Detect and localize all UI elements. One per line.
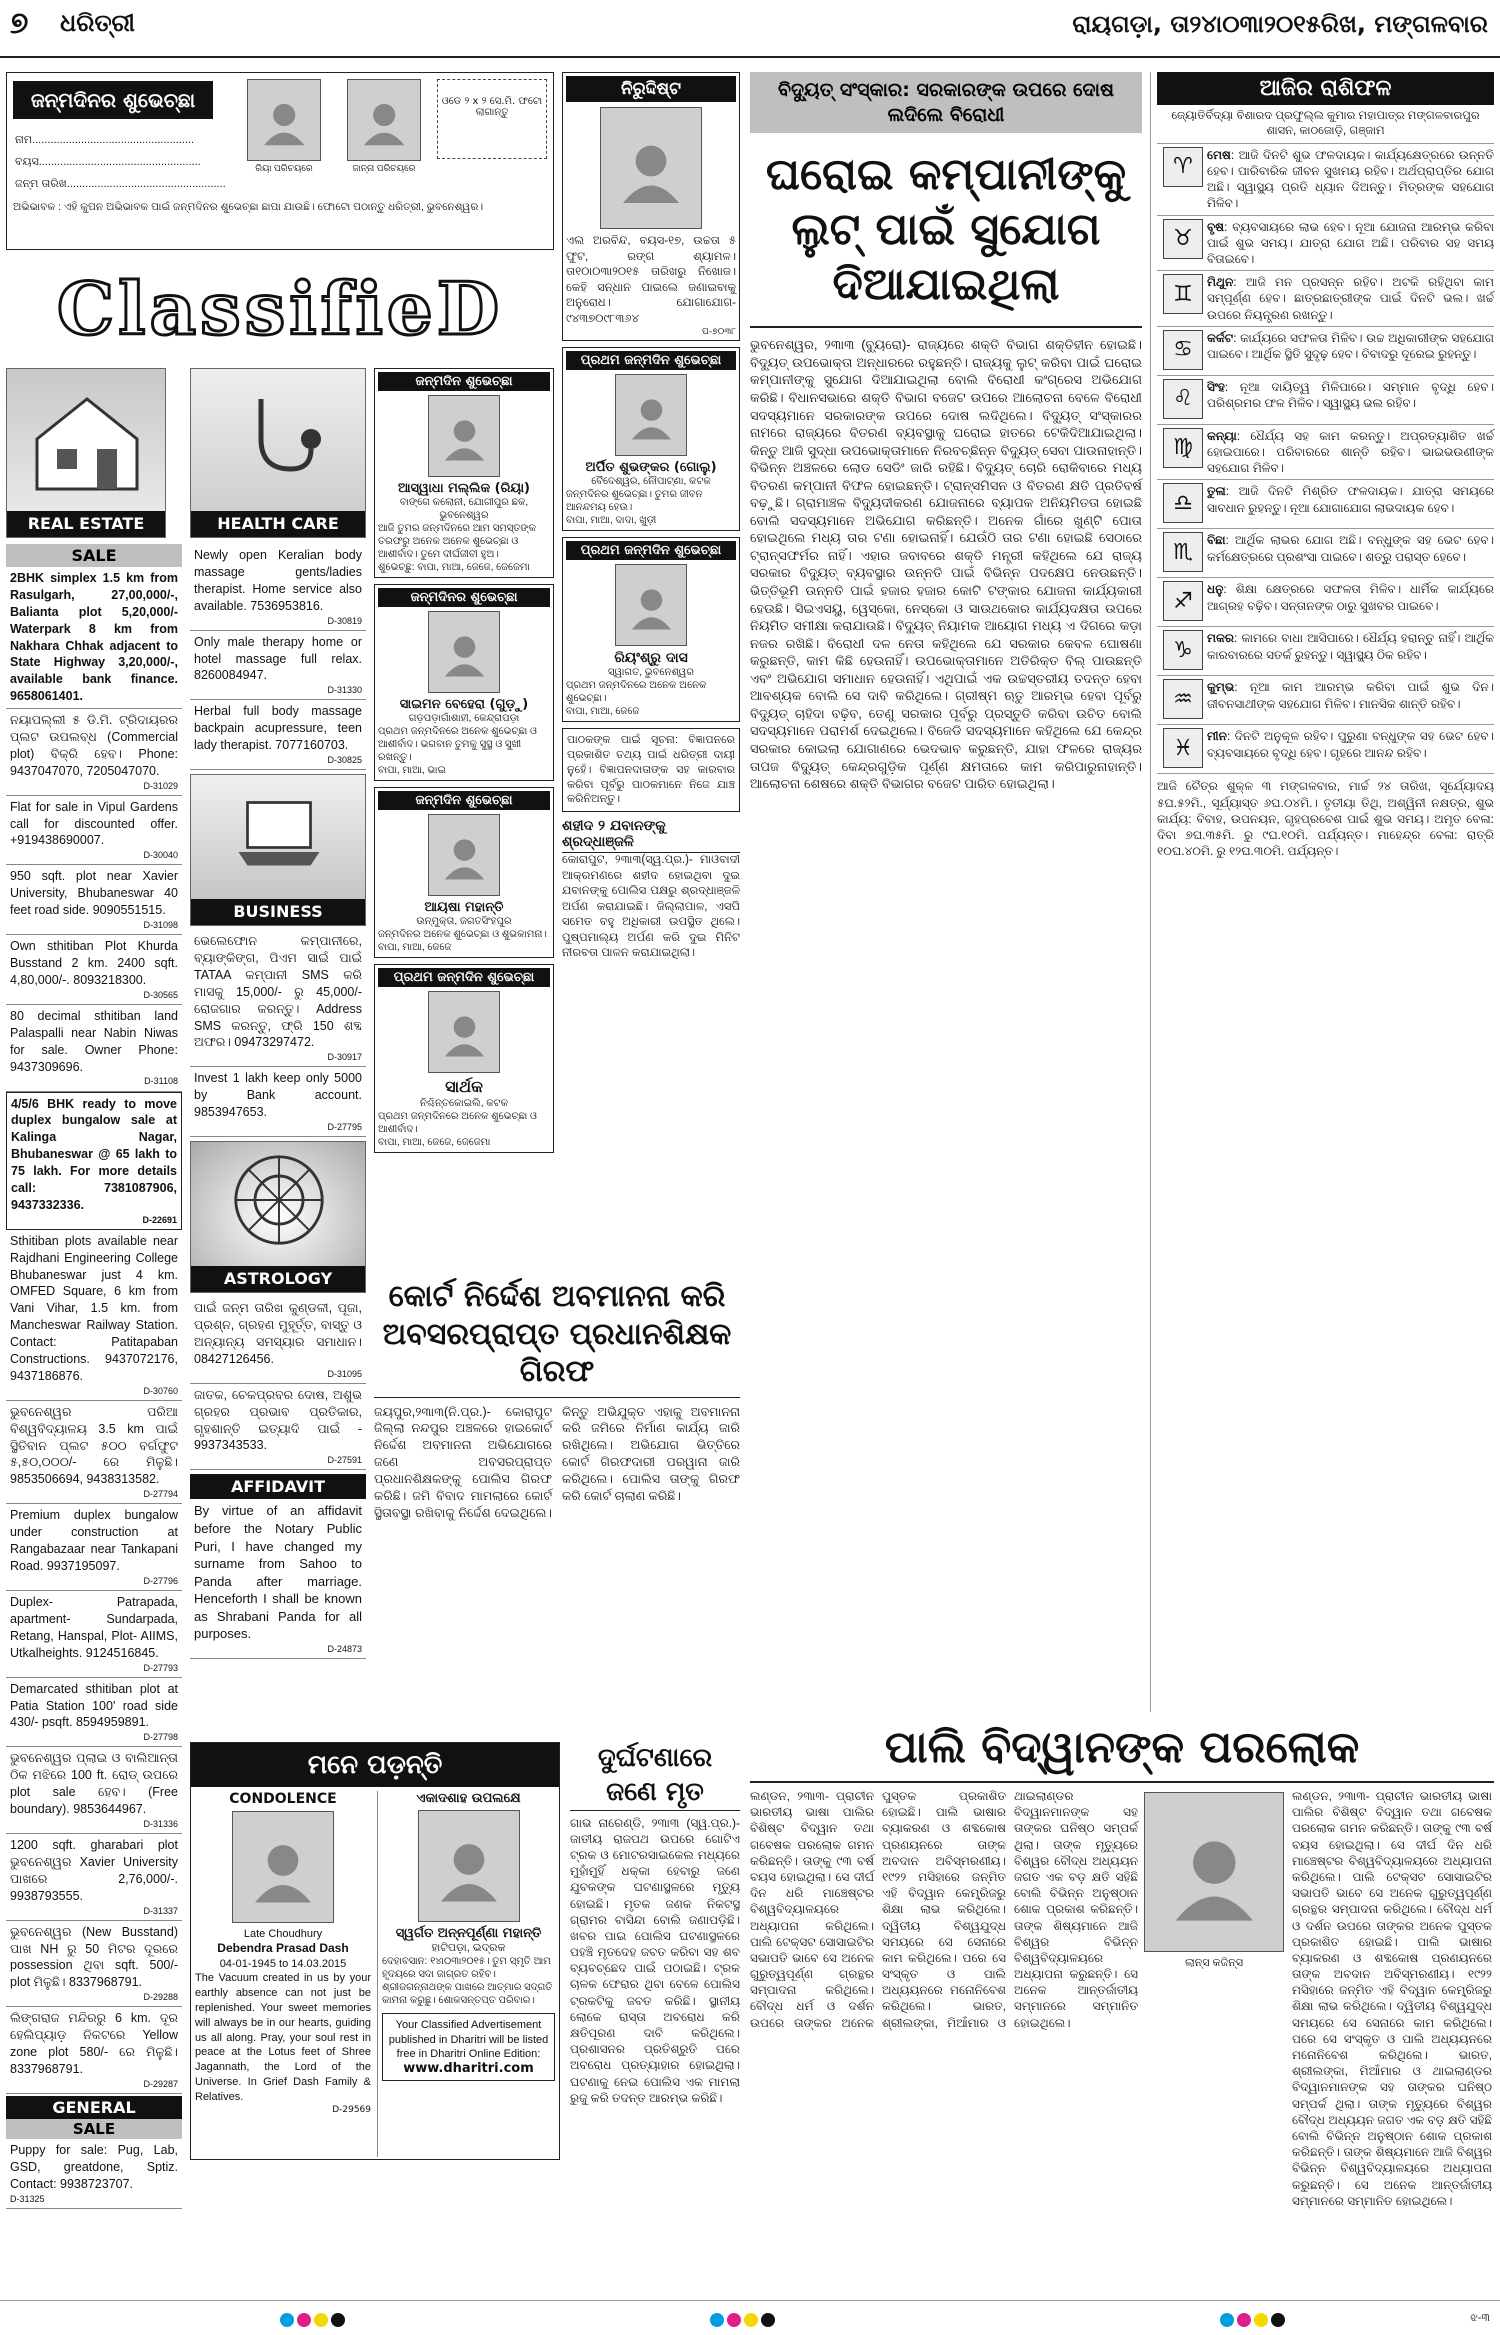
classified-banner: [6, 258, 554, 358]
page-number: ୭: [10, 6, 29, 41]
coupon-field-dob[interactable]: ଜନ୍ମ ତାରିଖ....................................................: [15, 178, 226, 190]
lead-story: [750, 72, 1142, 1712]
stethoscope-icon: [231, 384, 331, 494]
swatch-black: [331, 2313, 345, 2327]
condolence-message: The Vacuum created in us by your earthly absence can not just be replenished. Your sweet memories will always be in our hearts, guiding us all along. Pray, your soul rest in peace at the Lotus feet of Shree Jagannath, the Lord of the Universe. In Grief Dash Family & Relatives.: [195, 1972, 371, 2103]
condolence-label: Late Choudhury: [243, 1928, 323, 1940]
wish-card: [562, 347, 740, 531]
zodiac-sign-text: ଦିନଟି ଅନୁକୂଳ ରହିବ। ପୁରୁଣା ବନ୍ଧୁଙ୍କ ସହ ଭେଟ ହେବ। ବ୍ୟବସାୟରେ ବୃଦ୍ଧି ହେବ। ଗୃହରେ ଆନନ୍ଦ ରହିବ।: [1207, 729, 1494, 760]
zodiac-sign-name: ମୀନ: [1207, 729, 1227, 744]
tribute-headline: ଶହୀଦ ୨ ଯବାନଙ୍କୁ ଶ୍ରଦ୍ଧାଞ୍ଜଳି: [562, 818, 740, 853]
zodiac-sign-name: ମକର: [1207, 631, 1234, 646]
laptop-icon: [231, 789, 327, 879]
wish-name: ଆୟଷା ମହାନ୍ତି: [424, 900, 504, 915]
condolence-code: D-29569: [332, 2104, 371, 2115]
zodiac-sign-name: ମେଷ: [1207, 147, 1231, 162]
pali-story: [750, 1722, 1494, 2208]
wish-caption: ଗଡ଼ପଡ଼ାଗାଁଶାହୀ, କେନ୍ଦ୍ରାପଡ଼ା: [408, 713, 520, 724]
condolence-name: Debendra Prasad Dash: [217, 1941, 349, 1956]
zodiac-sign-name: ବୃଷ: [1207, 219, 1225, 234]
wish-caption: ସ୍ୱାଗତ, ଭୁବନେଶ୍ୱର: [608, 667, 694, 679]
pali-headline: ପାଲି ବିଦ୍ୱାନଙ୍କ ପରଲୋକ: [750, 1722, 1494, 1783]
classified-ad: Puppy for sale: Pug, Lab, GSD, greatdone, Sptiz. Contact: 9938723707. D-31325: [6, 2139, 182, 2209]
zodiac-wheel-icon: [231, 1152, 327, 1248]
tribute-body: କୋରାପୁଟ, ୨୩ା୩(ସ୍ୱ.ପ୍ର.)- ମାଓବାଦୀ ଆକ୍ରମଣରେ ଶହୀଦ ହୋଇଥିବା ଦୁଇ ଯବାନଙ୍କୁ ପୋଲିସ ପକ୍ଷରୁ ଶ୍ରଦ୍ଧାଞ୍ଜଳି ଅର୍ପଣ କରାଯାଇଛି। ଜିଲ୍ଲାପାଳ, ଏସପି ସମେତ ବହୁ ଅଧିକାରୀ ଉପସ୍ଥିତ ଥିଲେ। ପୁଷ୍ପମାଲ୍ୟ ଅର୍ପଣ କରି ଦୁଇ ମିନିଟ ନୀରବତା ପାଳନ କରାଯାଇଥିଲା।: [562, 854, 740, 960]
classified-ad: ନୟାପଲ୍ଲୀ ୫ ଡି.ମି. ଟ୍ରିଦାୟରର ପ୍ଲଟ ଉପଲବ୍ଧ (Commercial plot) ବିକ୍ରି ହେବ। Phone: 9437047070, 7205047070. D-31029: [6, 709, 182, 796]
wish-photo: [615, 564, 687, 646]
general-sale-header: SALE: [6, 2119, 182, 2139]
classified-ad: ଭୁବନେଶ୍ୱର ପରିଆ ବିଶ୍ୱବିଦ୍ୟାଳୟ 3.5 km ପାଇଁ ସ୍ଥିତିବାନ ପ୍ଲଟ ୫୦୦ ବର୍ଗଫୁଟ ୫,୫୦,୦୦୦/- ରେ ମିଳୁଛି। 9853506694, 9438313582. D-27794: [6, 1401, 182, 1505]
classified-ad: Newly open Keralian body massage gents/ladies therapist. Home service also available. 7536953816. D-30819: [190, 544, 366, 631]
coupon-field-name[interactable]: ନାମ.....................................................: [15, 134, 195, 146]
wish-body: ପ୍ରଥମ ଜନ୍ମଦିନରେ ଅନେକ ଅନେକ ଶୁଭେଚ୍ଛା।: [566, 680, 707, 705]
horoscope-entry: ♓ ମୀନ: ଦିନଟି ଅନୁକୂଳ ରହିବ। ପୁରୁଣା ବନ୍ଧୁଙ୍କ ସହ ଭେଟ ହେବ। ବ୍ୟବସାୟରେ ବୃଦ୍ଧି ହେବ। ଗୃହରେ ଆନନ୍ଦ ରହିବ।: [1157, 724, 1494, 773]
condolence-ad: [195, 1791, 371, 2157]
wish-card: [374, 584, 554, 781]
zodiac-sign-name: ତୁଳା: [1207, 484, 1226, 499]
wish-body: ପ୍ରଥମ ଜନ୍ମଦିନରେ ଅନେକ ଶୁଭେଚ୍ଛା ଓ ଆଶୀର୍ବାଦ।: [378, 1111, 537, 1135]
ekadasha-ad: [377, 1791, 555, 2157]
category-business[interactable]: BUSINESS: [191, 899, 365, 925]
masthead-brand: ଧରିତ୍ରୀ: [60, 8, 135, 37]
zodiac-sign-text: ଧୈର୍ଯ୍ୟ ସହ କାମ କରନ୍ତୁ। ଅପ୍ରତ୍ୟାଶିତ ଖର୍ଚ୍ଚ ହୋଇପାରେ। ପରିବାରରେ ଶାନ୍ତି ରହିବ। ଭାଇଭଉଣୀଙ୍କ ସହଯୋଗ ମିଳିବ।: [1207, 428, 1494, 476]
swatch-black: [1271, 2313, 1285, 2327]
accident-story: [570, 1742, 740, 2160]
classified-title: ClassifieD: [56, 265, 504, 351]
sale-header: SALE: [6, 544, 182, 567]
classified-ad: ଭୁବନେଶ୍ୱର (New Busstand) ପାଖ NH ରୁ 50 ମିଟର ଦୂରରେ possession ଥିବା sqft. 500/- plot ମିଳୁଛି। 8337968791. D-29288: [6, 1921, 182, 2008]
zodiac-sign-icon: ♎: [1163, 483, 1203, 523]
swatch-cyan: [280, 2313, 294, 2327]
classified-ad: Duplex- Patrapada, apartment- Sundarpada, Retang, Hanspal, Plot- AIIMS, Utkalheights. 9124516845. D-27793: [6, 1591, 182, 1678]
zodiac-sign-name: କୁମ୍ଭ: [1207, 680, 1235, 695]
wish-photo: [615, 374, 687, 456]
wish-name: ସାଇମନ ବେହେରା (ଗୁଡ଼ୁ): [399, 697, 529, 712]
coupon-field-age[interactable]: ବୟସ.....................................................: [15, 156, 201, 168]
zodiac-sign-text: ଆର୍ଥିକ ଲାଭର ଯୋଗ ଅଛି। ବନ୍ଧୁଙ୍କ ସହ ଭେଟ ହେବ। କର୍ମକ୍ଷେତ୍ରରେ ପ୍ରଶଂସା ପାଇବେ। ଶତ୍ରୁ ପରାସ୍ତ ହେବେ।: [1207, 533, 1494, 564]
page-header: [0, 0, 1500, 58]
horoscope-entry: ♍ କନ୍ୟା: ଧୈର୍ଯ୍ୟ ସହ କାମ କରନ୍ତୁ। ଅପ୍ରତ୍ୟାଶିତ ଖର୍ଚ୍ଚ ହୋଇପାରେ। ପରିବାରରେ ଶାନ୍ତି ରହିବ। ଭାଇଭଉଣୀଙ୍କ ସହଯୋଗ ମିଳିବ।: [1157, 424, 1494, 480]
zodiac-sign-icon: ♏: [1163, 532, 1203, 572]
classified-ad: Herbal full body massage backpain acupressure, teen lady therapist. 7077160703. D-30825: [190, 700, 366, 770]
house-icon: [27, 389, 147, 489]
panji-text: ଆଜି ଚୈତ୍ର ଶୁକ୍ଳ ୩ ମଙ୍ଗଳବାର, ମାର୍ଚ୍ଚ ୨୪ ତାରିଖ, ସୂର୍ଯ୍ୟୋଦୟ ୫ଘ.୫୨ମି., ସୂର୍ଯ୍ୟାସ୍ତ ୬ଘ.୦୪ମି.। ତୃତୀୟା ତିଥି, ଅଶ୍ୱିନୀ ନକ୍ଷତ୍ର, ଶୁଭ କାର୍ଯ୍ୟ: ବିବାହ, ଉପନୟନ, ଗୃହପ୍ରବେଶ ପାଇଁ ଶୁଭ ସମୟ। ଅମୃତ ବେଳା: ଦିବା ୭ଘ.୩୫ମି. ରୁ ୯ଘ.୧୦ମି. ପର୍ଯ୍ୟନ୍ତ। ମାହେନ୍ଦ୍ର ବେଳା: ରାତ୍ରି ୧୦ଘ.୪୦ମି. ରୁ ୧୨ଘ.୩୦ମି. ପର୍ଯ୍ୟନ୍ତ।: [1157, 773, 1494, 859]
horoscope-byline: ଜ୍ୟୋତିର୍ବିଦ୍ୟା ବିଶାରଦ ପ୍ରଫୁଲ୍ଲ କୁମାର ମହାପାତ୍ର ମଙ୍ଗଳବାରପୁର ଶାସନ, କାଠଜୋଡ଼ି, ଗଞ୍ଜାମ: [1171, 110, 1480, 137]
wish-title: ଜନ୍ମଦିନ ଶୁଭେଚ୍ଛା: [378, 372, 550, 391]
ekadasha-text: ଦେହାବସାନ: ୧୪ା୦୩ା୨୦୧୫। ତୁମ ସ୍ମୃତି ଆମ ହୃଦୟରେ ସଦା ଜାଗ୍ରତ ରହିବ। ଶ୍ରୀଜଗନ୍ନାଥଙ୍କ ପାଖରେ ଆତ୍ମାର ସଦ୍ଗତି କାମନା କରୁଛୁ। ଶୋକସନ୍ତପ୍ତ ପରିବାର।: [382, 1956, 553, 2007]
classified-ad: ଲିଙ୍ଗରାଜ ମନ୍ଦିରରୁ 6 km. ଦୂର ହେଲିପ୍ୟାଡ଼ ନିକଟରେ Yellow zone plot 580/- ରେ ମିଳୁଛି। 8337968791. D-29287: [6, 2007, 182, 2094]
horoscope-entry: ♒ କୁମ୍ଭ: ନୂଆ କାମ ଆରମ୍ଭ କରିବା ପାଇଁ ଶୁଭ ଦିନ। ଜୀବନସାଥୀଙ୍କ ସହଯୋଗ ମିଳିବ। ମାନସିକ ଶାନ୍ତି ରହିବ।: [1157, 675, 1494, 724]
memorial-title: ମନେ ପଡ଼ନ୍ତି: [191, 1743, 559, 1787]
classified-ad: ଜାତକ, ଚେକପ୍ରବର ଦୋଷ, ଅଶୁଭ ଗ୍ରହର ପ୍ରଭାବ ପ୍ରତିକାର, ଗୃହଶାନ୍ତି ଇତ୍ୟାଦି ପାଇଁ - 9937343533. D-27591: [190, 1384, 366, 1471]
zodiac-sign-icon: ♐: [1163, 581, 1203, 621]
wish-card: [374, 964, 554, 1153]
wish-name: ସାର୍ଥକ: [445, 1077, 483, 1096]
kid-photo: [247, 79, 321, 161]
swatch-magenta: [727, 2313, 741, 2327]
zodiac-sign-name: ବିଛା: [1207, 533, 1226, 548]
wish-title: ପ୍ରଥମ ଜନ୍ମଦିନ ଶୁଭେଚ୍ଛା: [566, 541, 736, 560]
condolence-title: CONDOLENCE: [229, 1791, 337, 1807]
classified-ad: 80 decimal sthitiban land Palaspalli near Nabin Niwas for sale. Owner Phone: 9437309696. D-31108: [6, 1005, 182, 1092]
color-registration-marks: [1220, 2313, 1285, 2327]
ekadasha-place: ହାଟିପଡ଼ା, ଭଦ୍ରକ: [431, 1942, 506, 1954]
wish-title: ଜନ୍ମଦିନର ଶୁଭେଚ୍ଛା: [378, 588, 550, 607]
wish-body: ଜନ୍ମଦିନର ଅନେକ ଶୁଭେଚ୍ଛା ଓ ଶୁଭକାମନା।: [378, 929, 547, 940]
wish-photo: [428, 395, 500, 477]
photo-size-note: ଓଡେ ୨ x ୨ ସେ.ମି. ଫଟୋ ଲାଗାନ୍ତୁ: [437, 79, 547, 159]
swatch-yellow: [314, 2313, 328, 2327]
court-story: [374, 1278, 740, 1736]
color-registration-marks: [710, 2313, 775, 2327]
wish-from: ଶୁଭେଚ୍ଛୁ: ବାପା, ମାଆ, ଜେଜେ, ଜେଜେମା: [378, 562, 530, 573]
category-astrology[interactable]: ASTROLOGY: [191, 1266, 365, 1292]
court-body: ଜୟପୁର,୨୩ା୩(ନି.ପ୍ର.)- କୋରାପୁଟ ଜିଲ୍ଲା ନନ୍ଦପୁର ଅଞ୍ଚଳରେ ହାଇକୋର୍ଟ ନିର୍ଦ୍ଦେଶ ଅବମାନନା ଅଭିଯୋଗରେ ଜଣେ ଅବସରପ୍ରାପ୍ତ ପ୍ରଧାନଶିକ୍ଷକଙ୍କୁ ପୋଲିସ ଗିରଫ କରିଛି। ଜମି ବିବାଦ ମାମଲାରେ କୋର୍ଟ ସ୍ଥିତାବସ୍ଥା ରଖିବାକୁ ନିର୍ଦ୍ଦେଶ ଦେଇଥିଲେ। କିନ୍ତୁ ଅଭିଯୁକ୍ତ ଏହାକୁ ଅବମାନନା କରି ଜମିରେ ନିର୍ମାଣ କାର୍ଯ୍ୟ ଜାରି ରଖିଥିଲେ। ଅଭିଯୋଗ ଭିତ୍ତିରେ କୋର୍ଟ ଗିରଫଦାରୀ ପରୱାନା ଜାରି କରିଥିଲେ। ପୋଲିସ ତାଙ୍କୁ ଗିରଫ କରି କୋର୍ଟ ଚାଲାଣ କରିଛି।: [374, 1404, 740, 1520]
horoscope-entry: ♉ ବୃଷ: ବ୍ୟବସାୟରେ ଲାଭ ହେବ। ନୂଆ ଯୋଜନା ଆରମ୍ଭ କରିବା ପାଇଁ ଶୁଭ ସମୟ। ଯାତ୍ରା ଯୋଗ ଅଛି। ପରିବାର ସହ ସମୟ ବିତାଇବେ।: [1157, 215, 1494, 271]
zodiac-sign-icon: ♉: [1163, 219, 1203, 259]
swatch-yellow: [744, 2313, 758, 2327]
general-header: GENERAL: [6, 2096, 182, 2119]
classified-ad: Sthitiban plots available near Rajdhani Engineering College Bhubaneswar just 4 km. OMFED Square, 6 km from Vani Vihar, 1.5 km. from Mancheswar Railway Station. Contact: Patitapaban Constructions. 9437072176, 9437186876. D-30760: [6, 1230, 182, 1401]
wish-name: ଆସ୍ୱାଧା ମଲ୍ଲିକ (ରିୟା): [397, 481, 531, 496]
missing-photo: [600, 107, 702, 229]
horoscope-entry: ♊ ମିଥୁନ: ଆଜି ମନ ପ୍ରସନ୍ନ ରହିବ। ଅଟକି ରହିଥିବା କାମ ସମ୍ପୂର୍ଣ୍ଣ ହେବ। ଛାତ୍ରଛାତ୍ରୀଙ୍କ ପାଇଁ ଦିନଟି ଭଲ। ଖର୍ଚ୍ଚ ଉପରେ ନିୟନ୍ତ୍ରଣ ରଖନ୍ତୁ।: [1157, 270, 1494, 326]
classified-ad: Flat for sale in Vipul Gardens call for discounted offer. +919438690007. D-30040: [6, 796, 182, 866]
wish-card: [374, 368, 554, 578]
wish-caption: ନିଶ୍ଚିନ୍ତକୋଇଲି, କଟକ: [420, 1098, 508, 1109]
kid-caption: ଜାନ୍ନା ପରିଚୟରେ: [352, 163, 416, 173]
classified-ad: Premium duplex bungalow under construction at Rangabazaar near Tankapani Road. 9937195097. D-27796: [6, 1504, 182, 1591]
classified-ad: Demarcated sthitiban plot at Patia Station 100' road side 430/- psqft. 8594959891. D-27798: [6, 1678, 182, 1748]
ekadasha-name: ସ୍ୱର୍ଗତ ଅନ୍ନପୂର୍ଣ୍ଣା ମହାନ୍ତି: [395, 1926, 542, 1941]
category-real-estate[interactable]: REAL ESTATE: [7, 511, 165, 537]
zodiac-sign-icon: ♒: [1163, 679, 1203, 719]
wish-name: ଅର୍ପିତ ଶୁଭଙ୍କର (ଗୋଲୁ): [585, 460, 717, 476]
business-image: [190, 774, 366, 926]
kid-photo: [347, 79, 421, 161]
accident-body: ଗାଭ ନାରେଣ୍ଡି, ୨୩ା୩ (ସ୍ୱ.ପ୍ର.)- ଜାତୀୟ ରାଜପଥ ଉପରେ ଗୋଟିଏ ଟ୍ରକ ଓ ମୋଟରସାଇକେଲ ମଧ୍ୟରେ ମୁହାଁମୁହିଁ ଧକ୍କା ହେବାରୁ ଜଣେ ଯୁବକଙ୍କ ଘଟଣାସ୍ଥଳରେ ମୃତ୍ୟୁ ହୋଇଛି। ମୃତକ ଜଣକ ନିକଟସ୍ଥ ଗ୍ରାମର ବାସିନ୍ଦା ବୋଲି ଜଣାପଡ଼ିଛି। ଖବର ପାଇ ପୋଲିସ ଘଟଣାସ୍ଥଳରେ ପହଞ୍ଚି ମୃତଦେହ ଜବତ କରିବା ସହ ଶବ ବ୍ୟବଚ୍ଛେଦ ପାଇଁ ପଠାଇଛି। ଟ୍ରକ ଚାଳକ ଫେରାର ଥିବା ବେଳେ ପୋଲିସ ଟ୍ରକଟିକୁ ଜବତ କରିଛି। ସ୍ଥାନୀୟ ଲୋକେ ରାସ୍ତା ଅବରୋଧ କରି କ୍ଷତିପୂରଣ ଦାବି କରିଥିଲେ। ପ୍ରଶାସନର ପ୍ରତିଶ୍ରୁତି ପରେ ଅବରୋଧ ପ୍ରତ୍ୟାହାର ହୋଇଥିଲା। ଘଟଣାକୁ ନେଇ ପୋଲିସ ଏକ ମାମଲା ରୁଜୁ କରି ତଦନ୍ତ ଆରମ୍ଭ କରିଛି।: [570, 1815, 740, 2105]
horoscope-signs: [1157, 143, 1494, 773]
astrology-image: [190, 1141, 366, 1293]
wish-caption: ବୈଦେଶ୍ୱର, ନୌପାଟ୍ଣା, କଟକ: [591, 476, 711, 488]
wish-photo: [428, 814, 500, 896]
wish-from: ବାପା, ମାଆ, ଜେଜେ, ଜେଜେମା: [378, 1137, 491, 1148]
zodiac-sign-icon: ♑: [1163, 630, 1203, 670]
zodiac-sign-name: ସିଂହ: [1207, 379, 1225, 394]
wish-card: [374, 787, 554, 958]
horoscope-title: ଆଜିର ରାଶିଫଳ: [1157, 72, 1494, 105]
wish-title: ପ୍ରଥମ ଜନ୍ମଦିନ ଶୁଭେଚ୍ଛା: [566, 351, 736, 370]
zodiac-sign-icon: ♓: [1163, 728, 1203, 768]
pali-body-right: ଲଣ୍ଡନ, ୨୩ା୩- ପ୍ରାଚୀନ ଭାରତୀୟ ଭାଷା ପାଲିର ବିଶିଷ୍ଟ ବିଦ୍ୱାନ ତଥା ଗବେଷକ ପରଲୋକ ଗମନ କରିଛନ୍ତି। ତାଙ୍କୁ ୯୩ ବର୍ଷ ବୟସ ହୋଇଥିଲା। ସେ ଦୀର୍ଘ ଦିନ ଧରି ମାଞ୍ଚେଷ୍ଟର ବିଶ୍ୱବିଦ୍ୟାଳୟରେ ଅଧ୍ୟାପନା କରିଥିଲେ। ପାଲି ଟେକ୍ସଟ ସୋସାଇଟିର ସଭାପତି ଭାବେ ସେ ଅନେକ ଗୁରୁତ୍ୱପୂର୍ଣ୍ଣ ଗ୍ରନ୍ଥର ସମ୍ପାଦନା କରିଥିଲେ। ବୌଦ୍ଧ ଧର୍ମ ଓ ଦର୍ଶନ ଉପରେ ତାଙ୍କର ଅନେକ ପୁସ୍ତକ ପ୍ରକାଶିତ ହୋଇଛି। ପାଲି ଭାଷାର ବ୍ୟାକରଣ ଓ ଶବ୍ଦକୋଷ ପ୍ରଣୟନରେ ତାଙ୍କ ଅବଦାନ ଅବିସ୍ମରଣୀୟ। ୧୯୨୨ ମସିହାରେ ଜନ୍ମିତ ଏହି ବିଦ୍ୱାନ କେମ୍ବ୍ରିଜରୁ ଶିକ୍ଷା ଲାଭ କରିଥିଲେ। ଦ୍ୱିତୀୟ ବିଶ୍ୱଯୁଦ୍ଧ ସମୟରେ ସେ ସେନାରେ କାମ କରିଥିଲେ। ପରେ ସେ ସଂସ୍କୃତ ଓ ପାଲି ଅଧ୍ୟୟନରେ ମନୋନିବେଶ କରିଥିଲେ। ଭାରତ, ଶ୍ରୀଲଙ୍କା, ମିଆଁମାର ଓ ଥାଇଲାଣ୍ଡର ବିଦ୍ୱାନମାନଙ୍କ ସହ ତାଙ୍କର ଘନିଷ୍ଠ ସମ୍ପର୍କ ଥିଲା। ତାଙ୍କ ମୃତ୍ୟୁରେ ବିଶ୍ୱର ବୌଦ୍ଧ ଅଧ୍ୟୟନ ଜଗତ ଏକ ବଡ଼ କ୍ଷତି ସହିଛି ବୋଲି ବିଭିନ୍ନ ଅନୁଷ୍ଠାନ ଶୋକ ପ୍ରକାଶ କରିଛନ୍ତି। ତାଙ୍କ ଶିଷ୍ୟମାନେ ଆଜି ବିଶ୍ୱର ବିଭିନ୍ନ ବିଶ୍ୱବିଦ୍ୟାଳୟରେ ଅଧ୍ୟାପନା କରୁଛନ୍ତି। ସେ ଅନେକ ଆନ୍ତର୍ଜାତୀୟ ସମ୍ମାନରେ ସମ୍ମାନିତ ହୋଇଥିଲେ।: [1292, 1789, 1492, 2208]
wish-body: ପ୍ରଥମ ଜନ୍ମଦିନରେ ଅନେକ ଶୁଭେଚ୍ଛା ଓ ଆଶୀର୍ବାଦ। ଭଗବାନ ତୁମକୁ ସୁସ୍ଥ ଓ ସୁଖୀ ରଖନ୍ତୁ।: [378, 726, 537, 763]
memorial-section: [190, 1742, 560, 2160]
birthday-coupon-title: ଜନ୍ମଦିନର ଶୁଭେଚ୍ଛା: [13, 81, 213, 119]
classified-ad: ଭୁବନେଶ୍ୱର ପ୍ଲାଇ ଓ ବାଲିଆନ୍ତା ଠିକ ମଝିରେ 100 ft. ରୋଡ୍ ଉପରେ plot sale ହେବ। (Free boundary). 9853644967. D-31336: [6, 1747, 182, 1834]
swatch-cyan: [710, 2313, 724, 2327]
zodiac-sign-text: ନୂଆ କାମ ଆରମ୍ଭ କରିବା ପାଇଁ ଶୁଭ ଦିନ। ଜୀବନସାଥୀଙ୍କ ସହଯୋଗ ମିଳିବ। ମାନସିକ ଶାନ୍ତି ରହିବ।: [1207, 680, 1494, 711]
zodiac-sign-name: ମିଥୁନ: [1207, 275, 1234, 290]
online-promo-text: Your Classified Advertisement published in Dharitri will be listed free in Dharitri Online Edition:: [388, 2019, 549, 2060]
condolence-photo: [232, 1811, 334, 1923]
online-promo-link[interactable]: www.dharitri.com: [403, 2061, 534, 2077]
zodiac-sign-name: କର୍କଟ: [1207, 330, 1234, 345]
zodiac-sign-icon: ♊: [1163, 274, 1203, 314]
classified-ad: 2BHK simplex 1.5 km from Rasulgarh, 27,00,000/-, Balianta plot 5,20,000/- Waterpark 8 km from Nakhara Chhak adjacent to State Highway 3,20,000/-, available bank finance. 9658061401.: [6, 567, 182, 709]
dateline: ରାୟଗଡ଼ା, ତା୨୪ା୦୩ା୨୦୧୫ରିଖ, ମଙ୍ଗଳବାର: [1072, 10, 1488, 38]
page-footer: [0, 2300, 1500, 2335]
horoscope-section: [1150, 72, 1494, 1712]
missing-code: ଘ-୭୦୩୮: [701, 327, 736, 338]
zodiac-sign-text: ବ୍ୟବସାୟରେ ଲାଭ ହେବ। ନୂଆ ଯୋଜନା ଆରମ୍ଭ କରିବା ପାଇଁ ଶୁଭ ସମୟ। ଯାତ୍ରା ଯୋଗ ଅଛି। ପରିବାର ସହ ସମୟ ବିତାଇବେ।: [1207, 219, 1494, 266]
wish-from: ବାପା, ମାଆ, ଜେଜେ: [566, 706, 640, 718]
lead-body: ଭୁବନେଶ୍ୱର, ୨୩ା୩ (ବ୍ୟୁରୋ)- ରାଜ୍ୟରେ ଶକ୍ତି ବିଭାଗ ଶକ୍ତିହୀନ ହୋଇଛି। ବିଦ୍ୟୁତ୍ ଉପଭୋକ୍ତା ଅନ୍ଧାରରେ ରହୁଛନ୍ତି। ରାଜ୍ୟକୁ ଲୁଟ୍ କରିବା ପାଇଁ ଘରୋଇ କମ୍ପାନୀଙ୍କୁ ସୁଯୋଗ ଦିଆଯାଇଥିଲା ବୋଲି ବିରୋଧୀ କଂଗ୍ରେସ ଅଭିଯୋଗ କରିଛି। ବିଧାନସଭାରେ ଶକ୍ତି ବିଭାଗ ବଜେଟ ଉପରେ ଆଲୋଚନା ବେଳେ ବିରୋଧୀ ସଦସ୍ୟମାନେ ସରକାରଙ୍କ ଉପରେ ଦୋଷ ଲଦିଥିଲେ। ବିଦ୍ୟୁତ୍ ସଂସ୍କାରର ନାମରେ ରାଜ୍ୟରେ ବିତରଣ ବ୍ୟବସ୍ଥାକୁ ଘରୋଇ ହାତରେ ଟେକିଦିଆଯାଇଥିଲା। କିନ୍ତୁ ଆଜି ସୁଦ୍ଧା ଉପଭୋକ୍ତାମାନେ ନିରବଚ୍ଛିନ୍ନ ବିଦ୍ୟୁତ୍ ସେବା ପାଉନାହାନ୍ତି। ବିଭିନ୍ନ ଅଞ୍ଚଳରେ ଲୋଡ ସେଡିଂ ଜାରି ରହିଛି। ବିଦ୍ୟୁତ୍ ଚୋରି ରୋକିବାରେ ମଧ୍ୟ ବିତରଣ କମ୍ପାନୀ ବିଫଳ ହୋଇଛନ୍ତି। ଟ୍ରାନ୍ସମିସନ ଓ ବିତରଣ କ୍ଷତି ପ୍ରତିବର୍ଷ ବଢ଼ୁଛି। ଗ୍ରାମାଞ୍ଚଳ ବିଦ୍ୟୁଦୀକରଣ ଯୋଜନାରେ ବ୍ୟାପକ ଅନିୟମିତତା ହୋଇଛି ବୋଲି ସଦସ୍ୟମାନେ ଅଭିଯୋଗ କରିଛନ୍ତି। ଅନେକ ଗାଁରେ ଖୁଣ୍ଟି ପୋତା ହୋଇଥିଲେ ମଧ୍ୟ ତାର ଟଣା ହୋଇନାହିଁ। ଯେଉଁଠି ତାର ଟଣା ହୋଇଛି ସେଠାରେ ଟ୍ରାନ୍ସଫର୍ମର ନାହିଁ। ଏହାର ଜବାବରେ ଶକ୍ତି ମନ୍ତ୍ରୀ କହିଥିଲେ ଯେ ରାଜ୍ୟ ସରକାର ବିଦ୍ୟୁତ୍ ବ୍ୟବସ୍ଥାର ଉନ୍ନତି ପାଇଁ ବିଭିନ୍ନ ପଦକ୍ଷେପ ନେଉଛନ୍ତି। ଭିତ୍ତିଭୂମି ଉନ୍ନତି ପାଇଁ ହଜାର ହଜାର କୋଟି ଟଙ୍କାର ଯୋଜନା କାର୍ଯ୍ୟକାରୀ ହେଉଛି। ସିଇଏସୟୁ, ୱେସ୍କୋ, ନେସ୍କୋ ଓ ସାଉଥକୋର କାର୍ଯ୍ୟଦକ୍ଷତା ଉପରେ ନିୟମିତ ସମୀକ୍ଷା କରାଯାଉଛି। ବିଦ୍ୟୁତ୍ ନିୟାମକ ଆୟୋଗ ମଧ୍ୟ ଏ ଦିଗରେ କଡ଼ା ନଜର ରଖିଛି। ବିରୋଧୀ ଦଳ ନେତା କହିଥିଲେ ଯେ ସରକାର କେବଳ ଘୋଷଣା କରୁଛନ୍ତି, କାମ କିଛି ହେଉନାହିଁ। ଉପଭୋକ୍ତାମାନେ ଅତିରିକ୍ତ ବିଲ୍ ପାଉଛନ୍ତି ଏବଂ ଅଭିଯୋଗ ସମାଧାନ ହେଉନାହିଁ। ଏଥିପାଇଁ ଏକ ଉଚ୍ଚସ୍ତରୀୟ ତଦନ୍ତ ହେବା ଆବଶ୍ୟକ ବୋଲି ସେ ଦାବି କରିଥିଲେ। ଗ୍ରୀଷ୍ମ ଋତୁ ଆରମ୍ଭ ହେବା ପୂର୍ବରୁ ବିଦ୍ୟୁତ୍ ଚାହିଦା ବଢ଼ିବ, ତେଣୁ ସରକାର ପୂର୍ବରୁ ପ୍ରସ୍ତୁତି କରିବା ଉଚିତ ବୋଲି ସଦସ୍ୟମାନେ ପରାମର୍ଶ ଦେଇଥିଲେ। ବିଜେଡି ସଦସ୍ୟମାନେ କହିଥିଲେ ଯେ କେନ୍ଦ୍ର ସରକାର କୋଇଲା ଯୋଗାଣରେ ଭେଦଭାବ କରୁଛନ୍ତି, ଯାହା ଫଳରେ ରାଜ୍ୟର ତାପଜ ବିଦ୍ୟୁତ୍ କେନ୍ଦ୍ରଗୁଡ଼ିକ ପୂର୍ଣ୍ଣ କ୍ଷମତାରେ କାମ କରିପାରୁନାହାନ୍ତି। ଆଲୋଚନା ଶେଷରେ ଶକ୍ତି ବିଭାଗର ବଜେଟ ପାରିତ ହୋଇଥିଲା।: [750, 337, 1142, 792]
zodiac-sign-text: ଆଜି ଦିନଟି ମିଶ୍ରିତ ଫଳଦାୟକ। ଯାତ୍ରା ସମୟରେ ସାବଧାନ ରୁହନ୍ତୁ। ନୂଆ ଯୋଗାଯୋଗ ଲାଭଦାୟକ ହେବ।: [1207, 484, 1495, 515]
real-estate-image: [6, 368, 166, 538]
swatch-magenta: [1237, 2313, 1251, 2327]
classified-ad-boxed: 4/5/6 BHK ready to move duplex bungalow sale at Kalinga Nagar, Bhubaneswar @ 65 lakh to 75 lakh. For more details call: 7381087906, 9437332336. D-22691: [6, 1092, 182, 1230]
pali-photo: [1144, 1792, 1284, 1952]
classified-ad: Invest 1 lakh keep only 5000 by Bank account. 9853947653. D-27795: [190, 1067, 366, 1137]
swatch-yellow: [1254, 2313, 1268, 2327]
zodiac-sign-text: କାମରେ ବାଧା ଆସିପାରେ। ଧୈର୍ଯ୍ୟ ହରାନ୍ତୁ ନାହିଁ। ଆର୍ଥିକ କାରବାରରେ ସତର୍କ ରୁହନ୍ତୁ। ସ୍ୱାସ୍ଥ୍ୟ ଠିକ ରହିବ।: [1207, 631, 1495, 662]
wish-from: ବାପା, ମାଆ, ଭାଇ: [378, 765, 446, 776]
wish-body: ଜନ୍ମଦିନର ଶୁଭେଚ୍ଛା। ତୁମର ଜୀବନ ଆନନ୍ଦମୟ ହେଉ।: [566, 489, 703, 514]
wish-photo: [428, 611, 500, 693]
wish-from: ବାପା, ମାଆ, ଦାଦା, ଖୁଡ଼ୀ: [566, 515, 657, 527]
color-registration-marks: [280, 2313, 345, 2327]
wish-photo: [428, 991, 500, 1073]
swatch-black: [761, 2313, 775, 2327]
category-health-care[interactable]: HEALTH CARE: [191, 511, 365, 537]
missing-wishes-column: [562, 72, 740, 1072]
affidavit-text: By virtue of an affidavit before the Notary Public Puri, I have changed my surname from Sahoo to Panda after marriage. Henceforth I shall be known as Shrabani Panda for all purposes. D-24873: [190, 1499, 366, 1659]
classified-ad: 1200 sqft. gharabari plot ଭୁବନେଶ୍ୱର Xavier University ପାଖରେ 2,76,000/-. 9938793555. D-31337: [6, 1834, 182, 1921]
missing-title: ନିରୁଦ୍ଦିଷ୍ଟ: [566, 76, 736, 102]
wishes-column: [374, 368, 554, 1268]
zodiac-sign-text: ଆଜି ମନ ପ୍ରସନ୍ନ ରହିବ। ଅଟକି ରହିଥିବା କାମ ସମ୍ପୂର୍ଣ୍ଣ ହେବ। ଛାତ୍ରଛାତ୍ରୀଙ୍କ ପାଇଁ ଦିନଟି ଭଲ। ଖର୍ଚ୍ଚ ଉପରେ ନିୟନ୍ତ୍ରଣ ରଖନ୍ତୁ।: [1207, 275, 1494, 322]
ekadasha-photo: [418, 1810, 520, 1922]
zodiac-sign-icon: ♍: [1163, 428, 1203, 468]
lead-headline: ଘରୋଇ କମ୍ପାନୀଙ୍କୁ ଲୁଟ୍ ପାଇଁ ସୁଯୋଗ ଦିଆଯାଇଥିଲା: [750, 133, 1142, 328]
zodiac-sign-text: କାର୍ଯ୍ୟରେ ସଫଳତା ମିଳିବ। ଉଚ୍ଚ ଅଧିକାରୀଙ୍କ ସହଯୋଗ ପାଇବେ। ଆର୍ଥିକ ସ୍ଥିତି ସୁଦୃଢ଼ ହେବ। ବିବାଦରୁ ଦୂରେଇ ରୁହନ୍ତୁ।: [1207, 330, 1494, 361]
pali-photo-caption: ଲାନ୍ସ କଜିନ୍ସ: [1184, 1957, 1244, 1969]
swatch-magenta: [297, 2313, 311, 2327]
zodiac-sign-name: ଧନୁ: [1207, 582, 1224, 597]
horoscope-entry: ♋ କର୍କଟ: କାର୍ଯ୍ୟରେ ସଫଳତା ମିଳିବ। ଉଚ୍ଚ ଅଧିକାରୀଙ୍କ ସହଯୋଗ ପାଇବେ। ଆର୍ଥିକ ସ୍ଥିତି ସୁଦୃଢ଼ ହେବ। ବିବାଦରୁ ଦୂରେଇ ରୁହନ୍ତୁ।: [1157, 326, 1494, 375]
zodiac-sign-name: କନ୍ୟା: [1207, 428, 1237, 443]
swatch-cyan: [1220, 2313, 1234, 2327]
classified-ad: ପାଇଁ ଜନ୍ମ ତାରିଖ କୁଣ୍ଡଳୀ, ପୂଜା, ପ୍ରଶ୍ନ, ଗ୍ରହଣ ମୁହୂର୍ତ୍ତ, ବାସ୍ତୁ ଓ ଅନ୍ୟାନ୍ୟ ସମସ୍ୟାର ସମାଧାନ। 08427126456. D-31095: [190, 1297, 366, 1384]
ekadasha-title: ଏକାଦଶାହ ଉପଲକ୍ଷେ: [416, 1791, 521, 1806]
health-care-image: [190, 368, 366, 538]
classified-ad: ଭେଲେଫୋନ କମ୍ପାନୀରେ, ବ୍ୟାଙ୍କିଙ୍ଗ, ପିଏମ ସାଇଁ ପାଇଁ TATAA କମ୍ପାନୀ SMS କରି ମାସକୁ 15,000/- ରୁ 45,000/- ରୋଜଗାର କରନ୍ତୁ। Address SMS କରନ୍ତୁ, ଫ୍ରି 150 ଶବ୍ଦ ଅଫର। 09473297472. D-30917: [190, 930, 366, 1067]
wish-body: ଆଜି ତୁମର ଜନ୍ମଦିନରେ ଆମ ସମସ୍ତଙ୍କ ତରଫରୁ ଅନେକ ଅନେକ ଶୁଭେଚ୍ଛା ଓ ଆଶୀର୍ବାଦ। ତୁମେ ଦୀର୍ଘଜୀବୀ ହୁଅ।: [378, 523, 537, 560]
wish-from: ବାପା, ମାଆ, ଜେଜେ: [378, 942, 452, 953]
wish-title: ପ୍ରଥମ ଜନ୍ମଦିନ ଶୁଭେଚ୍ଛା: [378, 968, 550, 987]
wish-caption: ବାଙ୍ଗେ କଲୋନୀ, ଯୋଗୀପୁର ଛକ, ଭୁବନେଶ୍ୱର: [399, 497, 529, 521]
lead-kicker: ବିଦ୍ୟୁତ୍ ସଂସ୍କାର: ସରକାରଙ୍କ ଉପରେ ଦୋଷ ଲଦିଲେ ବିରୋଧୀ: [750, 72, 1142, 133]
zodiac-sign-icon: ♋: [1163, 330, 1203, 370]
coupon-note: ଅଭିଭାବକ : ଏହି କୁପନ ଅଭିଭାବକ ପାଇଁ ଜନ୍ମଦିନର ଶୁଭେଚ୍ଛା ଛାପା ଯାଉଛି। ଫୋଟୋ ପଠାନ୍ତୁ ଧରିତ୍ରୀ, ଭୁବନେଶ୍ୱର।: [13, 201, 484, 213]
classified-ad: Only male therapy home or hotel massage full relax. 8260084947. D-31330: [190, 631, 366, 701]
wish-card: [562, 537, 740, 722]
footer-page-mark: ଝ-୩: [1470, 2312, 1490, 2324]
condolence-dates: 04-01-1945 to 14.03.2015: [219, 1957, 347, 1970]
affidavit-header: AFFIDAVIT: [190, 1474, 366, 1499]
horoscope-entry: ♐ ଧନୁ: ଶିକ୍ଷା କ୍ଷେତ୍ରରେ ସଫଳତା ମିଳିବ। ଧାର୍ମିକ କାର୍ଯ୍ୟରେ ଆଗ୍ରହ ବଢ଼ିବ। ସନ୍ତାନଙ୍କ ଠାରୁ ସୁଖବର ପାଇବେ।: [1157, 577, 1494, 626]
real-estate-column: [6, 544, 182, 2204]
online-promo: [382, 2013, 555, 2081]
horoscope-entry: ♑ ମକର: କାମରେ ବାଧା ଆସିପାରେ। ଧୈର୍ଯ୍ୟ ହରାନ୍ତୁ ନାହିଁ। ଆର୍ଥିକ କାରବାରରେ ସତର୍କ ରୁହନ୍ତୁ। ସ୍ୱାସ୍ଥ୍ୟ ଠିକ ରହିବ।: [1157, 626, 1494, 675]
accident-headline: ଦୁର୍ଘଟଣାରେ ଜଣେ ମୃତ: [570, 1742, 740, 1811]
classified-ad: Own sthitiban Plot Khurda Busstand 2 km. 2400 sqft. 4,80,000/-. 8093218300. D-30565: [6, 935, 182, 1005]
zodiac-sign-icon: ♌: [1163, 379, 1203, 419]
horoscope-entry: ♎ ତୁଳା: ଆଜି ଦିନଟି ମିଶ୍ରିତ ଫଳଦାୟକ। ଯାତ୍ରା ସମୟରେ ସାବଧାନ ରୁହନ୍ତୁ। ନୂଆ ଯୋଗାଯୋଗ ଲାଭଦାୟକ ହେବ।: [1157, 479, 1494, 528]
birthday-coupon: [6, 72, 554, 250]
horoscope-entry: ♌ ସିଂହ: ନୂଆ ଦାୟିତ୍ୱ ମିଳିପାରେ। ସମ୍ମାନ ବୃଦ୍ଧି ହେବ। ପରିଶ୍ରମର ଫଳ ମିଳିବ। ସ୍ୱାସ୍ଥ୍ୟ ଭଲ ରହିବ।: [1157, 375, 1494, 424]
reader-notice: ପାଠକଙ୍କ ପାଇଁ ସୂଚନା: ବିଜ୍ଞାପନରେ ପ୍ରକାଶିତ ତଥ୍ୟ ପାଇଁ ଧରିତ୍ରୀ ଦାୟୀ ନୁହେଁ। ବିଜ୍ଞାପନଦାତାଙ୍କ ସହ କାରବାର କରିବା ପୂର୍ବରୁ ପାଠକମାନେ ନିଜେ ଯାଞ୍ଚ କରିନିଅନ୍ତୁ।: [562, 728, 740, 812]
zodiac-sign-text: ଶିକ୍ଷା କ୍ଷେତ୍ରରେ ସଫଳତା ମିଳିବ। ଧାର୍ମିକ କାର୍ଯ୍ୟରେ ଆଗ୍ରହ ବଢ଼ିବ। ସନ୍ତାନଙ୍କ ଠାରୁ ସୁଖବର ପାଇବେ।: [1207, 582, 1494, 613]
missing-text: ଏଲ ଅରବିନ୍ଦ, ବୟସ-୧୭, ଉଚ୍ଚତା ୫ ଫୁଟ, ରଙ୍ଗ ଶ୍ୟାମଳ। ତା୧୦ା୦୩ା୨୦୧୫ ତାରିଖରୁ ନିଖୋଜ। କେହି ସନ୍ଧାନ ପାଇଲେ ଜଣାଇବାକୁ ଅନୁରୋଧ। ଯୋଗାଯୋଗ- ୯୪୩୭୦୯୮୩୬୪: [566, 235, 736, 325]
zodiac-sign-icon: ♈: [1163, 147, 1203, 187]
wish-caption: ଉନ୍ମୁକ୍ତା, ଜଗତସିଂହପୁର: [416, 916, 512, 927]
pali-body-left: ଲଣ୍ଡନ, ୨୩ା୩- ପ୍ରାଚୀନ ଭାରତୀୟ ଭାଷା ପାଲିର ବିଶିଷ୍ଟ ବିଦ୍ୱାନ ତଥା ଗବେଷକ ପରଲୋକ ଗମନ କରିଛନ୍ତି। ତାଙ୍କୁ ୯୩ ବର୍ଷ ବୟସ ହୋଇଥିଲା। ସେ ଦୀର୍ଘ ଦିନ ଧରି ମାଞ୍ଚେଷ୍ଟର ବିଶ୍ୱବିଦ୍ୟାଳୟରେ ଅଧ୍ୟାପନା କରିଥିଲେ। ପାଲି ଟେକ୍ସଟ ସୋସାଇଟିର ସଭାପତି ଭାବେ ସେ ଅନେକ ଗୁରୁତ୍ୱପୂର୍ଣ୍ଣ ଗ୍ରନ୍ଥର ସମ୍ପାଦନା କରିଥିଲେ। ବୌଦ୍ଧ ଧର୍ମ ଓ ଦର୍ଶନ ଉପରେ ତାଙ୍କର ଅନେକ ପୁସ୍ତକ ପ୍ରକାଶିତ ହୋଇଛି। ପାଲି ଭାଷାର ବ୍ୟାକରଣ ଓ ଶବ୍ଦକୋଷ ପ୍ରଣୟନରେ ତାଙ୍କ ଅବଦାନ ଅବିସ୍ମରଣୀୟ। ୧୯୨୨ ମସିହାରେ ଜନ୍ମିତ ଏହି ବିଦ୍ୱାନ କେମ୍ବ୍ରିଜରୁ ଶିକ୍ଷା ଲାଭ କରିଥିଲେ। ଦ୍ୱିତୀୟ ବିଶ୍ୱଯୁଦ୍ଧ ସମୟରେ ସେ ସେନାରେ କାମ କରିଥିଲେ। ପରେ ସେ ସଂସ୍କୃତ ଓ ପାଲି ଅଧ୍ୟୟନରେ ମନୋନିବେଶ କରିଥିଲେ। ଭାରତ, ଶ୍ରୀଲଙ୍କା, ମିଆଁମାର ଓ ଥାଇଲାଣ୍ଡର ବିଦ୍ୱାନମାନଙ୍କ ସହ ତାଙ୍କର ଘନିଷ୍ଠ ସମ୍ପର୍କ ଥିଲା। ତାଙ୍କ ମୃତ୍ୟୁରେ ବିଶ୍ୱର ବୌଦ୍ଧ ଅଧ୍ୟୟନ ଜଗତ ଏକ ବଡ଼ କ୍ଷତି ସହିଛି ବୋଲି ବିଭିନ୍ନ ଅନୁଷ୍ଠାନ ଶୋକ ପ୍ରକାଶ କରିଛନ୍ତି। ତାଙ୍କ ଶିଷ୍ୟମାନେ ଆଜି ବିଶ୍ୱର ବିଭିନ୍ନ ବିଶ୍ୱବିଦ୍ୟାଳୟରେ ଅଧ୍ୟାପନା କରୁଛନ୍ତି। ସେ ଅନେକ ଆନ୍ତର୍ଜାତୀୟ ସମ୍ମାନରେ ସମ୍ମାନିତ ହୋଇଥିଲେ।: [750, 1789, 1138, 2030]
wish-title: ଜନ୍ମଦିନ ଶୁଭେଚ୍ଛା: [378, 791, 550, 810]
zodiac-sign-text: ଆଜି ଦିନଟି ଶୁଭ ଫଳଦାୟକ। କାର୍ଯ୍ୟକ୍ଷେତ୍ରରେ ଉନ୍ନତି ହେବ। ପାରିବାରିକ ଜୀବନ ସୁଖମୟ ରହିବ। ଅର୍ଥପ୍ରାପ୍ତିର ଯୋଗ ଅଛି। ସ୍ୱାସ୍ଥ୍ୟ ପ୍ରତି ଧ୍ୟାନ ଦିଅନ୍ତୁ। ମିତ୍ରଙ୍କ ସହଯୋଗ ମିଳିବ।: [1207, 147, 1494, 211]
horoscope-entry: ♈ ମେଷ: ଆଜି ଦିନଟି ଶୁଭ ଫଳଦାୟକ। କାର୍ଯ୍ୟକ୍ଷେତ୍ରରେ ଉନ୍ନତି ହେବ। ପାରିବାରିକ ଜୀବନ ସୁଖମୟ ରହିବ। ଅର୍ଥପ୍ରାପ୍ତିର ଯୋଗ ଅଛି। ସ୍ୱାସ୍ଥ୍ୟ ପ୍ରତି ଧ୍ୟାନ ଦିଅନ୍ତୁ। ମିତ୍ରଙ୍କ ସହଯୋଗ ମିଳିବ।: [1157, 143, 1494, 215]
wish-name: ରିୟଂଶ୍ରୁ ଦାସ: [614, 650, 688, 667]
zodiac-sign-text: ନୂଆ ଦାୟିତ୍ୱ ମିଳିପାରେ। ସମ୍ମାନ ବୃଦ୍ଧି ହେବ। ପରିଶ୍ରମର ଫଳ ମିଳିବ। ସ୍ୱାସ୍ଥ୍ୟ ଭଲ ରହିବ।: [1207, 379, 1495, 410]
court-headline: କୋର୍ଟ ନିର୍ଦ୍ଦେଶ ଅବମାନନା କରି ଅବସରପ୍ରାପ୍ତ ପ୍ରଧାନଶିକ୍ଷକ ଗିରଫ: [374, 1278, 740, 1398]
classified-ad: 950 sqft. plot near Xavier University, Bhubaneswar 40 feet road side. 9090551515. D-31098: [6, 865, 182, 935]
horoscope-entry: ♏ ବିଛା: ଆର୍ଥିକ ଲାଭର ଯୋଗ ଅଛି। ବନ୍ଧୁଙ୍କ ସହ ଭେଟ ହେବ। କର୍ମକ୍ଷେତ୍ରରେ ପ୍ରଶଂସା ପାଇବେ। ଶତ୍ରୁ ପରାସ୍ତ ହେବେ।: [1157, 528, 1494, 577]
missing-person: [562, 72, 740, 341]
kid-caption: ରିୟା ପରିଚୟରେ: [255, 163, 313, 173]
